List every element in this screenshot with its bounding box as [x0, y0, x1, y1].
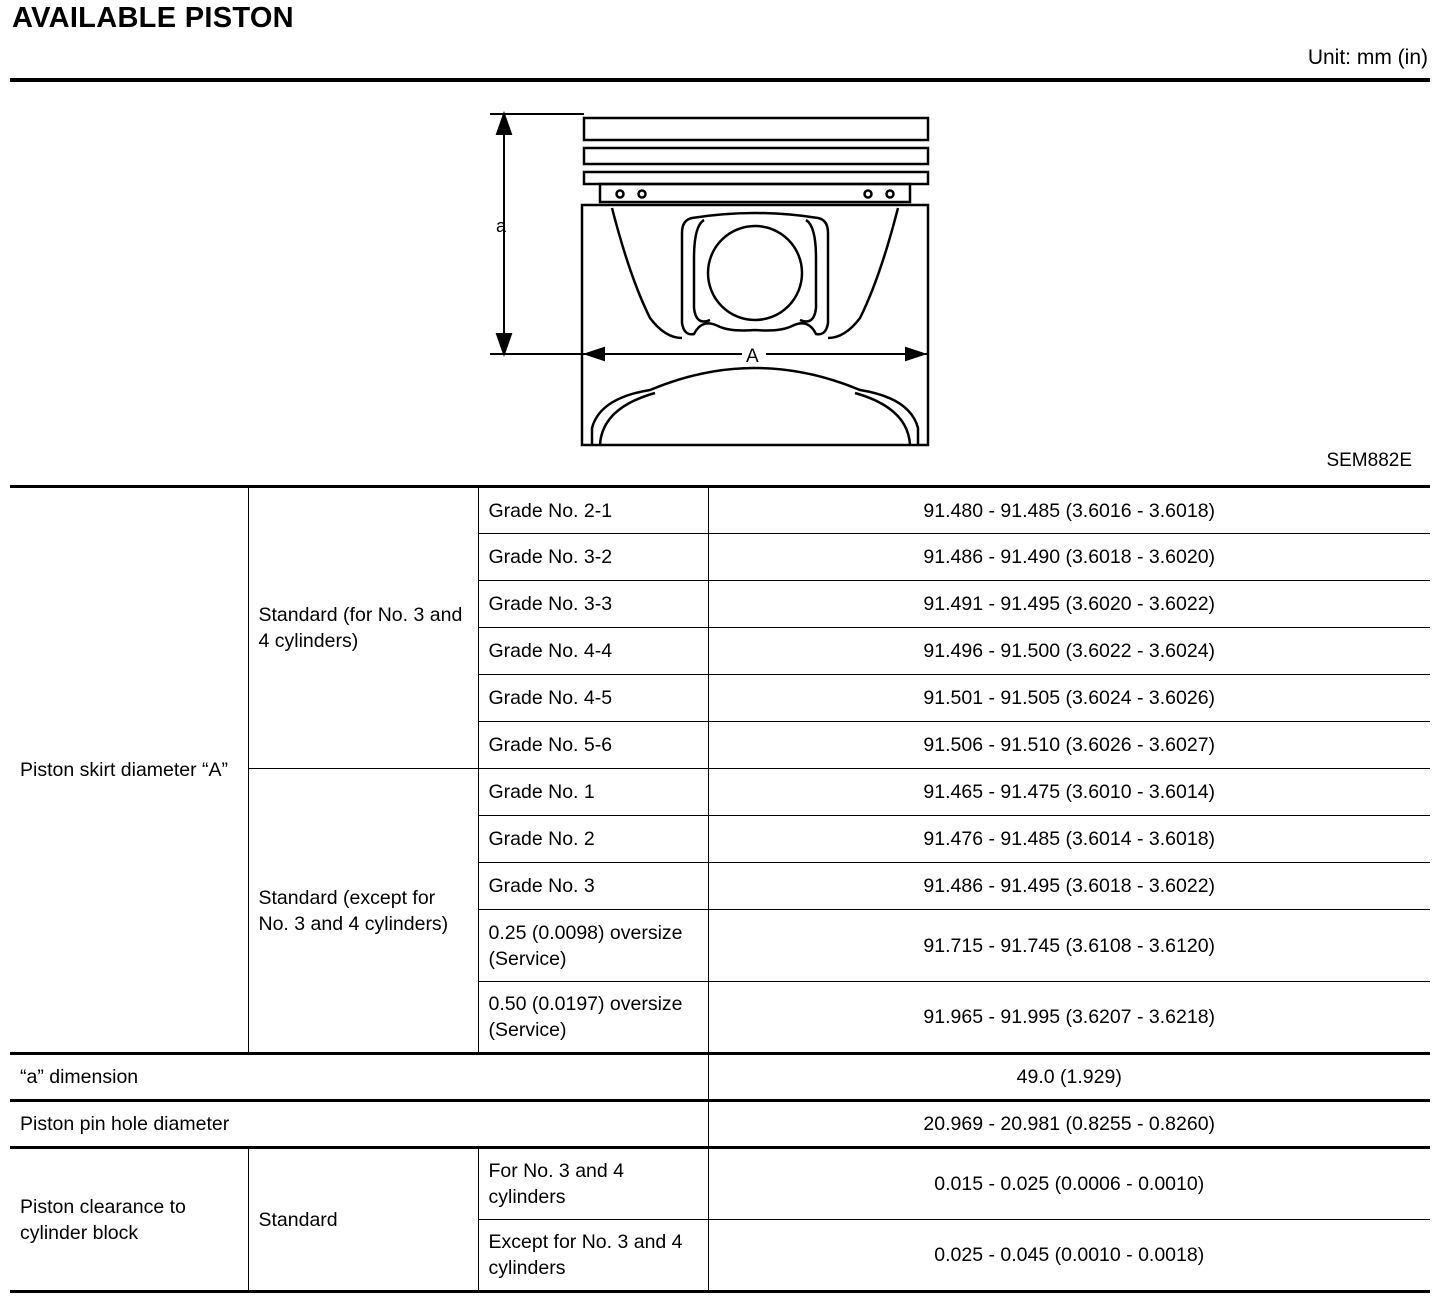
grade-cell: 0.50 (0.0197) oversize (Service): [478, 982, 708, 1054]
value-cell: 91.486 - 91.490 (3.6018 - 3.6020): [708, 534, 1430, 581]
piston-ring-2: [584, 148, 928, 164]
grade-cell: Grade No. 3: [478, 863, 708, 910]
table-row: [10, 1054, 1430, 1101]
value-cell: 91.491 - 91.495 (3.6020 - 3.6022): [708, 581, 1430, 628]
pin-hole: [708, 226, 802, 320]
label-a: a: [496, 216, 507, 236]
skirt-label: Piston skirt diameter “A”: [10, 487, 248, 1054]
value-cell: 0.025 - 0.045 (0.0010 - 0.0018): [708, 1220, 1430, 1292]
group1-label: Standard (for No. 3 and 4 cylinders): [248, 487, 478, 769]
piston-body: [582, 205, 928, 445]
value-cell: 91.501 - 91.505 (3.6024 - 3.6026): [708, 675, 1430, 722]
header-rule: [10, 78, 1430, 82]
value-cell: 91.496 - 91.500 (3.6022 - 3.6024): [708, 628, 1430, 675]
table-row: [10, 1101, 1430, 1148]
clearance-label: Piston clearance to cylinder block: [10, 1148, 248, 1292]
figure-code: SEM882E: [1326, 450, 1412, 471]
grade-cell: Grade No. 4-5: [478, 675, 708, 722]
value-cell: 91.486 - 91.495 (3.6018 - 3.6022): [708, 863, 1430, 910]
grade-cell: Grade No. 1: [478, 769, 708, 816]
clearance-sub-label: Standard: [248, 1148, 478, 1292]
value-cell: 91.965 - 91.995 (3.6207 - 3.6218): [708, 982, 1430, 1054]
grade-cell: Grade No. 5-6: [478, 722, 708, 769]
piston-diagram: [480, 108, 940, 453]
a-dimension-label: “a” dimension: [10, 1054, 708, 1101]
pin-hole-value: 20.969 - 20.981 (0.8255 - 0.8260): [708, 1101, 1430, 1148]
table-row: [10, 487, 1430, 534]
grade-cell: 0.25 (0.0098) oversize (Service): [478, 910, 708, 982]
page-title: AVAILABLE PISTON: [12, 2, 294, 34]
piston-ring-3: [584, 172, 928, 184]
piston-spec-table: [10, 485, 1430, 1293]
grade-cell: Grade No. 2-1: [478, 487, 708, 534]
condition-cell: Except for No. 3 and 4 cylinders: [478, 1220, 708, 1292]
label-A: A: [746, 346, 759, 367]
grade-cell: Grade No. 2: [478, 816, 708, 863]
value-cell: 0.015 - 0.025 (0.0006 - 0.0010): [708, 1148, 1430, 1220]
piston-ring-1: [584, 118, 928, 140]
value-cell: 91.715 - 91.745 (3.6108 - 3.6120): [708, 910, 1430, 982]
value-cell: 91.480 - 91.485 (3.6016 - 3.6018): [708, 487, 1430, 534]
value-cell: 91.506 - 91.510 (3.6026 - 3.6027): [708, 722, 1430, 769]
grade-cell: Grade No. 3-2: [478, 534, 708, 581]
a-dimension-value: 49.0 (1.929): [708, 1054, 1430, 1101]
unit-label: Unit: mm (in): [1307, 46, 1428, 69]
table-row: [10, 1148, 1430, 1220]
grade-cell: Grade No. 4-4: [478, 628, 708, 675]
group2-label: Standard (except for No. 3 and 4 cylinders): [248, 769, 478, 1054]
value-cell: 91.465 - 91.475 (3.6010 - 3.6014): [708, 769, 1430, 816]
value-cell: 91.476 - 91.485 (3.6014 - 3.6018): [708, 816, 1430, 863]
condition-cell: For No. 3 and 4 cylinders: [478, 1148, 708, 1220]
pin-hole-label: Piston pin hole diameter: [10, 1101, 708, 1148]
grade-cell: Grade No. 3-3: [478, 581, 708, 628]
